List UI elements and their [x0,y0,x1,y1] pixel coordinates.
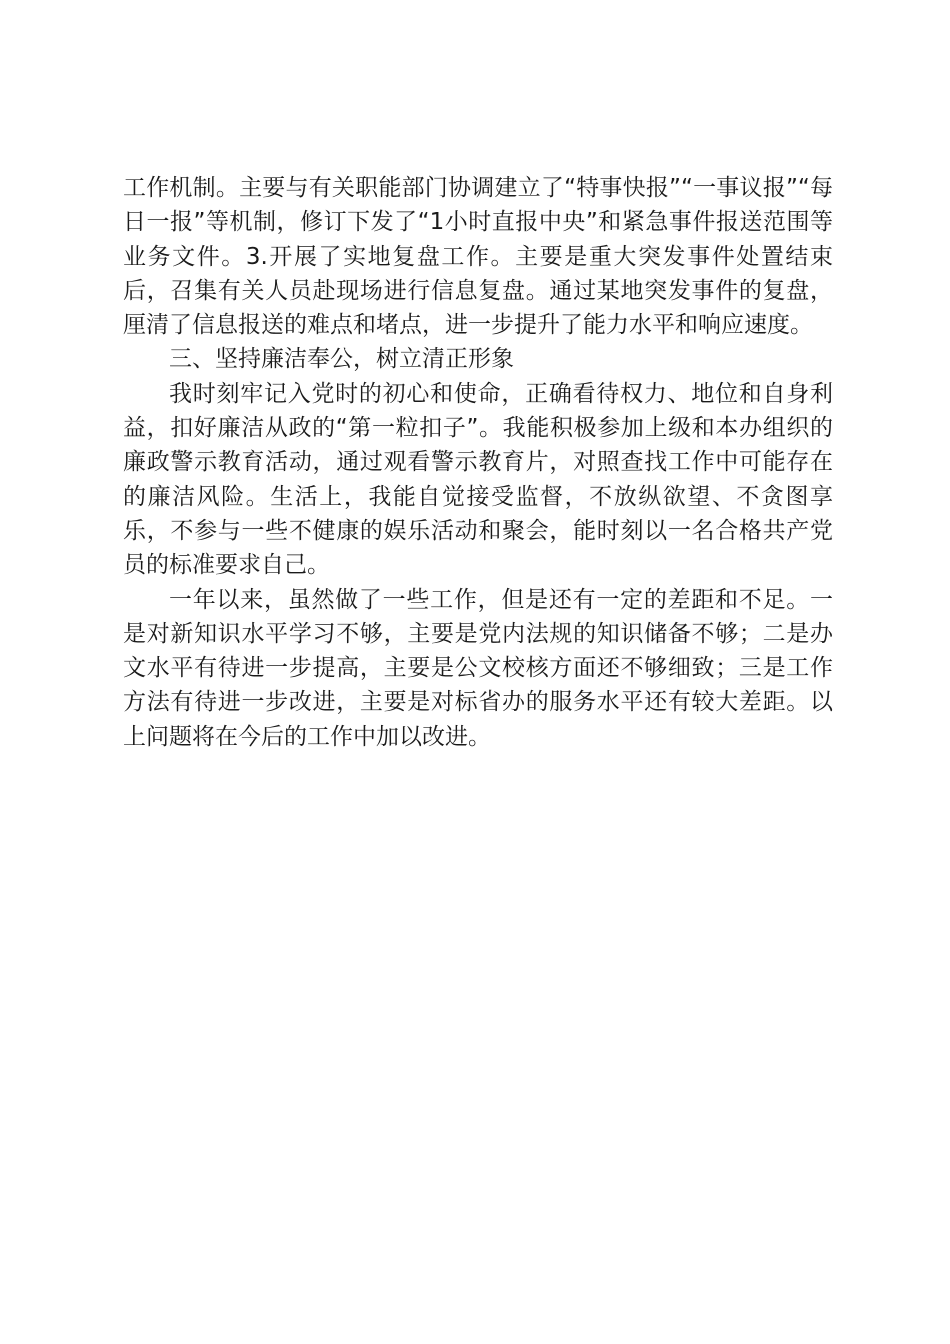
paragraph-integrity: 我时刻牢记入党时的初心和使命，正确看待权力、地位和自身利益，扣好廉洁从政的“第一粒扣子”。我能积极参加上级和本办组织的廉政警示教育活动，通过观看警示教育片，对照查找工作中可能存在的廉洁风险。生活上，我能自觉接受监督，不放纵欲望、不贪图享乐，不参与一些不健康的娱乐活动和聚会，能时刻以一名合格共产党员的标准要求自己。 [123,380,833,579]
document-body [123,171,833,754]
paragraph-shortcomings: 一年以来，虽然做了一些工作，但是还有一定的差距和不足。一是对新知识水平学习不够，主要是党内法规的知识储备不够；二是办文水平有待进一步提高，主要是公文校核方面还不够细致；三是工作方法有待进一步改进，主要是对标省办的服务水平还有较大差距。以上问题将在今后的工作中加以改进。 [123,586,833,750]
section-heading-integrity: 三、坚持廉洁奉公，树立清正形象 [169,346,514,373]
paragraph-work-mechanism: 工作机制。主要与有关职能部门协调建立了“特事快报”“一事议报”“每日一报”等机制，修订下发了“1小时直报中央”和紧急事件报送范围等业务文件。3.开展了实地复盘工作。主要是重大突发事件处置结束后，召集有关人员赴现场进行信息复盘。通过某地突发事件的复盘，厘清了信息报送的难点和堵点，进一步提升了能力水平和响应速度。 [123,175,833,339]
